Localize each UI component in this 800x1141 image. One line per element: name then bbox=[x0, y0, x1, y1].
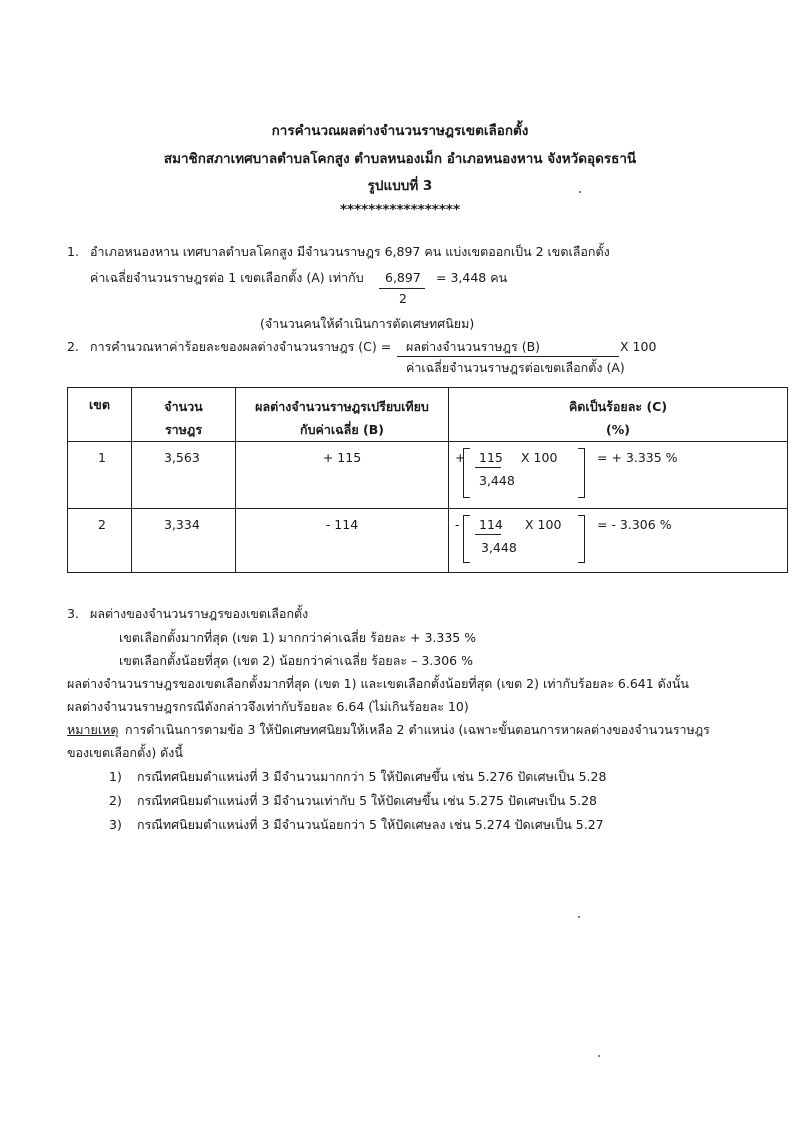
rule-number: 1) bbox=[109, 769, 122, 784]
item1-note: (จำนวนคนให้ดำเนินการตัดเศษทศนิยม) bbox=[260, 316, 475, 331]
row-fraction-bar bbox=[475, 467, 501, 468]
item2-denominator: ค่าเฉลี่ยจำนวนราษฎรต่อเขตเลือกตั้ง (A) bbox=[406, 360, 625, 375]
remark-text-line1: การดำเนินการตามข้อ 3 ให้ปัดเศษทศนิยมให้เหลือ 2 ตำแหน่ง (เฉพาะขั้นตอนการหาผลต่างของจำนวนราษฎร bbox=[125, 722, 710, 737]
stars-divider: ***************** bbox=[339, 202, 461, 218]
remark-label: หมายเหตุ bbox=[67, 722, 119, 737]
row-percent bbox=[449, 509, 788, 573]
scan-speck bbox=[578, 916, 580, 918]
item2-fraction-bar bbox=[397, 356, 619, 357]
left-bracket bbox=[463, 515, 470, 563]
row-denominator: 3,448 bbox=[479, 473, 515, 489]
item1-line1: อำเภอหนองหาน เทศบาลตำบลโคกสูง มีจำนวนราษฎร 6,897 คน แบ่งเขตออกเป็น 2 เขตเลือกตั้ง bbox=[90, 244, 610, 259]
item1-denominator: 2 bbox=[399, 291, 407, 306]
header-percent: คิดเป็นร้อยละ (C) (%) bbox=[449, 388, 788, 442]
scan-speck bbox=[579, 191, 581, 193]
rule-text: กรณีทศนิยมตำแหน่งที่ 3 มีจำนวนน้อยกว่า 5 ให้ปัดเศษลง เช่น 5.274 ปัดเศษเป็น 5.27 bbox=[137, 817, 604, 832]
table-header-row bbox=[68, 388, 788, 442]
document-title: การคำนวณผลต่างจำนวนราษฎรเขตเลือกตั้ง bbox=[271, 123, 529, 139]
remark-text-line2: ของเขตเลือกตั้ง) ดังนี้ bbox=[67, 745, 183, 760]
table-row bbox=[68, 509, 788, 573]
row-result: = + 3.335 % bbox=[597, 450, 678, 466]
item3-summary-line1: ผลต่างจำนวนราษฎรของเขตเลือกตั้งมากที่สุด (เขต 1) และเขตเลือกตั้งน้อยที่สุด (เขต 2) เท่ากับร้อยละ 6.641 ดังนั้น bbox=[67, 676, 689, 691]
document-subtitle: สมาชิกสภาเทศบาลตำบลโคกสูง ตำบลหนองเม็ก อำเภอหนองหาน จังหวัดอุดรธานี bbox=[163, 151, 637, 167]
left-bracket bbox=[463, 448, 470, 498]
right-bracket bbox=[578, 515, 585, 563]
item3-max-line: เขตเลือกตั้งมากที่สุด (เขต 1) มากกว่าค่าเฉลี่ย ร้อยละ + 3.335 % bbox=[119, 630, 477, 645]
row-percent bbox=[449, 442, 788, 509]
rule-number: 2) bbox=[109, 793, 122, 808]
rule-text: กรณีทศนิยมตำแหน่งที่ 3 มีจำนวนมากกว่า 5 ให้ปัดเศษขึ้น เช่น 5.276 ปัดเศษเป็น 5.28 bbox=[137, 769, 607, 784]
row-denominator: 3,448 bbox=[481, 540, 517, 556]
item3-number: 3. bbox=[67, 606, 79, 621]
right-bracket bbox=[578, 448, 585, 498]
item3-heading: ผลต่างของจำนวนราษฎรของเขตเลือกตั้ง bbox=[90, 606, 309, 621]
rule-text: กรณีทศนิยมตำแหน่งที่ 3 มีจำนวนเท่ากับ 5 ให้ปัดเศษขึ้น เช่น 5.275 ปัดเศษเป็น 5.28 bbox=[137, 793, 598, 808]
row-population: 3,334 bbox=[132, 509, 236, 573]
row-multiplier: X 100 bbox=[521, 450, 558, 466]
item2-number: 2. bbox=[67, 339, 79, 354]
item2-text: การคำนวณหาค่าร้อยละของผลต่างจำนวนราษฎร (C) = bbox=[90, 339, 392, 354]
row-fraction-bar bbox=[475, 534, 501, 535]
item2-multiplier: X 100 bbox=[620, 339, 657, 354]
row-zone: 2 bbox=[68, 509, 132, 573]
item3-summary-line2: ผลต่างจำนวนราษฎรกรณีดังกล่าวจึงเท่ากับร้อยละ 6.64 (ไม่เกินร้อยละ 10) bbox=[67, 699, 469, 714]
calculation-table bbox=[67, 387, 788, 573]
row-result: = - 3.306 % bbox=[597, 517, 672, 533]
scan-speck bbox=[598, 1055, 600, 1057]
item1-numerator: 6,897 bbox=[385, 270, 421, 285]
row-diff: - 114 bbox=[236, 509, 449, 573]
rule-number: 3) bbox=[109, 817, 122, 832]
header-diff: ผลต่างจำนวนราษฎรเปรียบเทียบ กับค่าเฉลี่ย (B) bbox=[236, 388, 449, 442]
table-row bbox=[68, 442, 788, 509]
row-population: 3,563 bbox=[132, 442, 236, 509]
row-sign: + bbox=[455, 450, 466, 466]
row-diff: + 115 bbox=[236, 442, 449, 509]
row-zone: 1 bbox=[68, 442, 132, 509]
item1-number: 1. bbox=[67, 244, 79, 259]
item2-numerator: ผลต่างจำนวนราษฎร (B) bbox=[406, 339, 541, 354]
header-zone: เขต bbox=[68, 388, 132, 442]
item1-fraction-bar bbox=[379, 288, 425, 289]
format-label: รูปแบบที่ 3 bbox=[367, 178, 433, 194]
row-sign: - bbox=[455, 517, 460, 533]
row-numerator: 114 bbox=[479, 517, 503, 533]
item1-result: = 3,448 คน bbox=[436, 270, 508, 285]
header-population: จำนวน ราษฎร bbox=[132, 388, 236, 442]
row-multiplier: X 100 bbox=[525, 517, 562, 533]
item1-line2: ค่าเฉลี่ยจำนวนราษฎรต่อ 1 เขตเลือกตั้ง (A) เท่ากับ bbox=[90, 270, 364, 285]
item3-min-line: เขตเลือกตั้งน้อยที่สุด (เขต 2) น้อยกว่าค่าเฉลี่ย ร้อยละ – 3.306 % bbox=[119, 653, 473, 668]
row-numerator: 115 bbox=[479, 450, 503, 466]
